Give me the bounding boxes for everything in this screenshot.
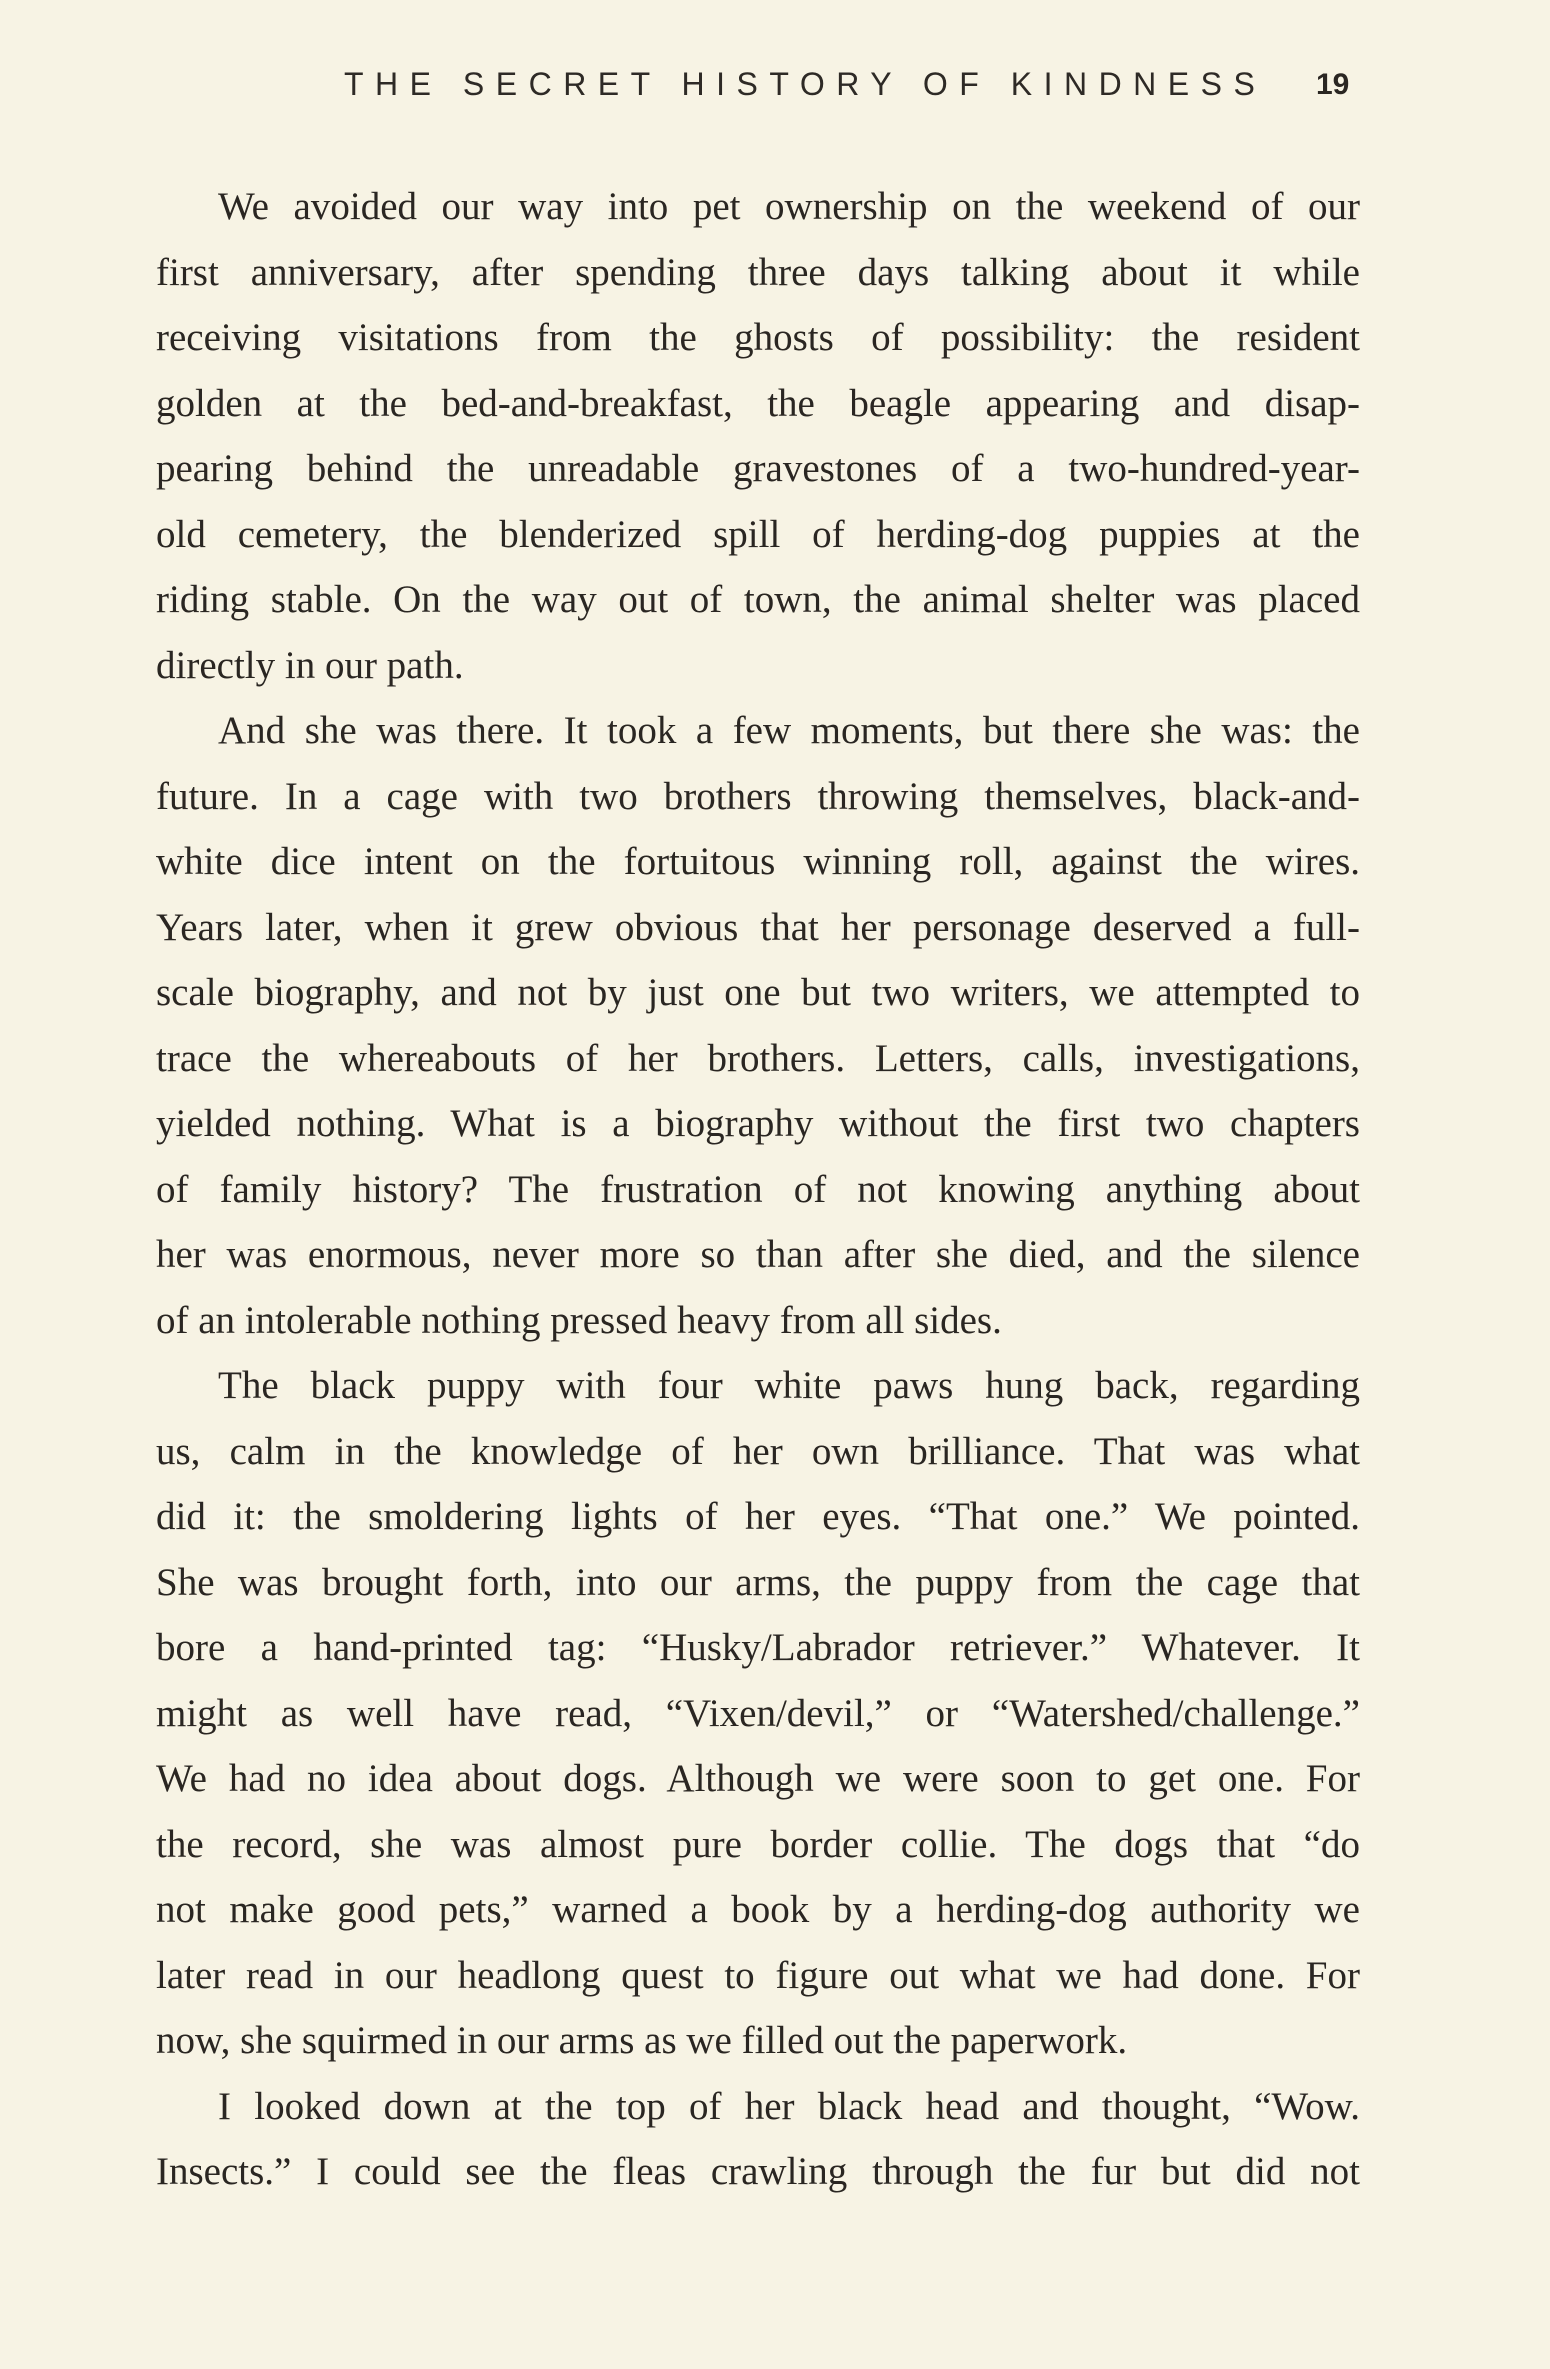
paragraph [156, 2074, 1360, 2205]
text-line: later read in our headlong quest to figure out what we had done. For [156, 1953, 1360, 1997]
page-number: 19 [1316, 68, 1350, 101]
text-line: of an intolerable nothing pressed heavy from all sides. [156, 1298, 1002, 1342]
text-line: first anniversary, after spending three days talking about it while [156, 250, 1360, 294]
body-text [156, 174, 1360, 2205]
text-line: bore a hand-printed tag: “Husky/Labrador retriever.” Whatever. It [156, 1626, 1360, 1669]
paragraph [156, 174, 1360, 698]
text-line: yielded nothing. What is a biography without the first two chapters [156, 1102, 1360, 1145]
text-line: future. In a cage with two brothers throwing themselves, black-and- [156, 774, 1360, 818]
text-line: Insects.” I could see the fleas crawling through the fur but did not [156, 2150, 1360, 2193]
text-line: old cemetery, the blenderized spill of herding-dog puppies at the [156, 512, 1360, 556]
text-line: Years later, when it grew obvious that her personage deserved a full- [156, 905, 1360, 949]
text-line: might as well have read, “Vixen/devil,” or “Watershed/challenge.” [156, 1691, 1360, 1735]
text-line: her was enormous, never more so than after she died, and the silence [156, 1233, 1360, 1276]
text-line: We avoided our way into pet ownership on the weekend of our [218, 185, 1360, 228]
text-line: We had no idea about dogs. Although we were soon to get one. For [156, 1757, 1360, 1800]
text-line: us, calm in the knowledge of her own brilliance. That was what [156, 1429, 1360, 1473]
text-line: scale biography, and not by just one but two writers, we attempted to [156, 971, 1360, 1014]
text-line: white dice intent on the fortuitous winning roll, against the wires. [156, 840, 1360, 883]
running-title: THE SECRET HISTORY OF KINDNESS [344, 66, 1267, 102]
text-line: golden at the bed-and-breakfast, the beagle appearing and disap- [156, 381, 1360, 425]
text-line: now, she squirmed in our arms as we filled out the paperwork. [156, 2019, 1128, 2062]
paragraph [156, 1353, 1360, 2074]
text-line: not make good pets,” warned a book by a herding-dog authority we [156, 1888, 1360, 1931]
text-line: trace the whereabouts of her brothers. Letters, calls, investigations, [156, 1036, 1360, 1080]
text-line: the record, she was almost pure border collie. The dogs that “do [156, 1822, 1360, 1866]
text-line: The black puppy with four white paws hung back, regarding [218, 1364, 1360, 1407]
text-line: receiving visitations from the ghosts of possibility: the resident [156, 316, 1360, 359]
text-line: I looked down at the top of her black head and thought, “Wow. [218, 2084, 1360, 2128]
text-line: riding stable. On the way out of town, the animal shelter was placed [156, 578, 1360, 621]
text-line: She was brought forth, into our arms, the puppy from the cage that [156, 1560, 1360, 1604]
text-line: of family history? The frustration of not knowing anything about [156, 1167, 1360, 1211]
running-head [0, 66, 1550, 116]
text-line: did it: the smoldering lights of her eyes. “That one.” We pointed. [156, 1495, 1360, 1538]
text-line: pearing behind the unreadable gravestones of a two-hundred-year- [156, 447, 1360, 490]
text-line: And she was there. It took a few moments, but there she was: the [218, 709, 1360, 752]
paragraph [156, 698, 1360, 1353]
text-line: directly in our path. [156, 643, 464, 687]
